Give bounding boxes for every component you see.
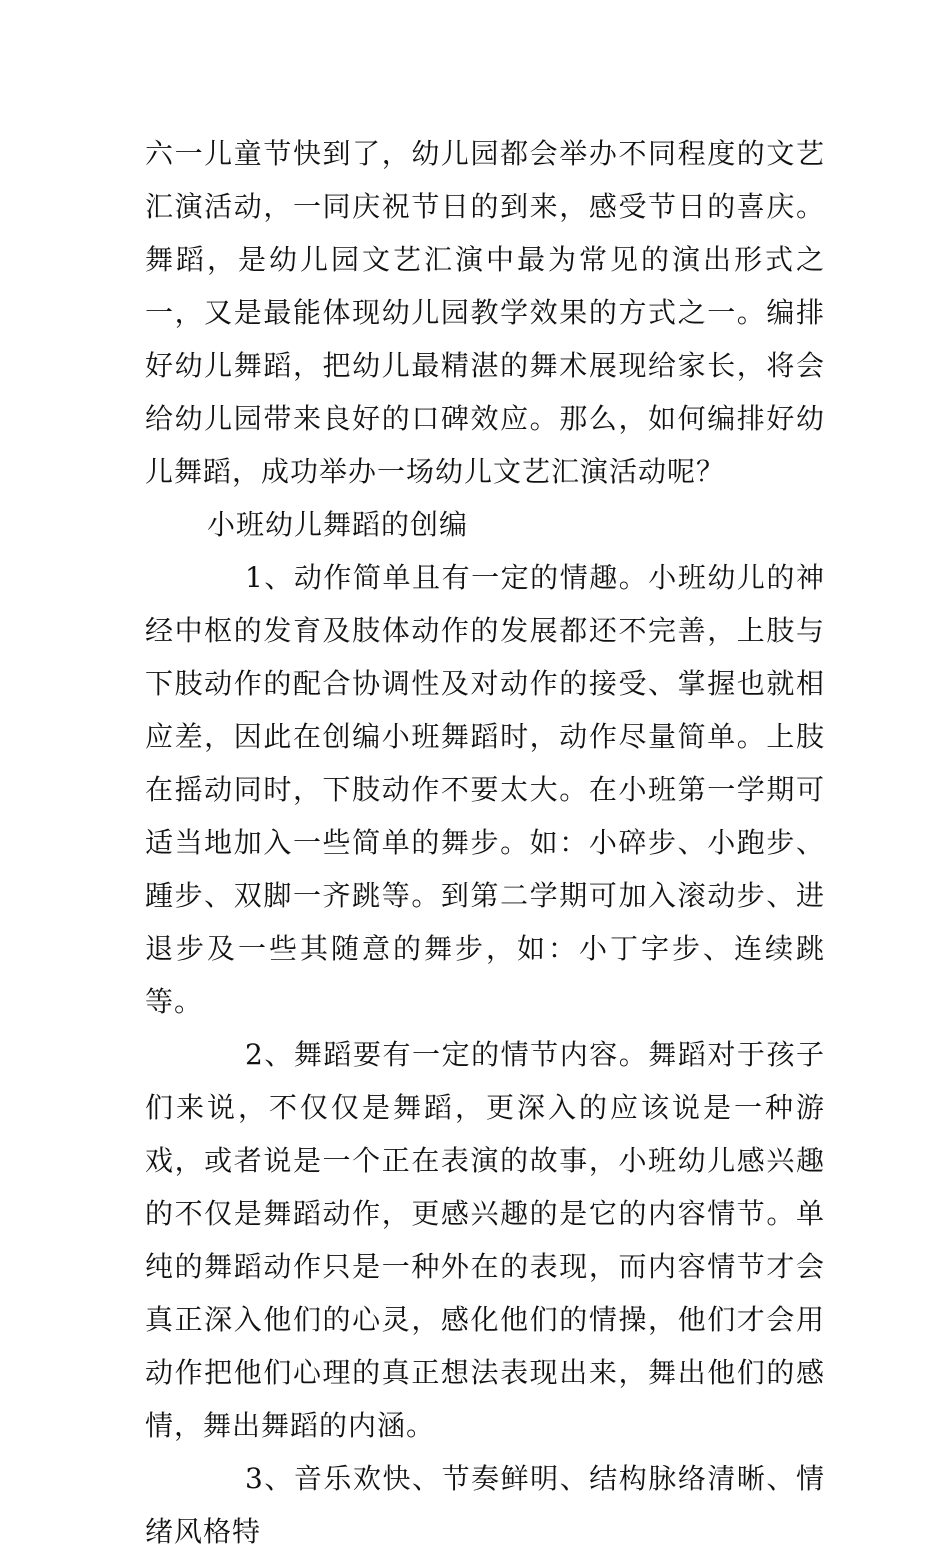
point-3-paragraph: 3、音乐欢快、节奏鲜明、结构脉络清晰、情绪风格特 xyxy=(145,1462,825,1548)
section-heading: 小班幼儿舞蹈的创编 xyxy=(207,508,469,541)
point-2-paragraph: 2、舞蹈要有一定的情节内容。舞蹈对于孩子们来说，不仅仅是舞蹈，更深入的应该说是一种游戏，或者说是一个正在表演的故事，小班幼儿感兴趣的不仅是舞蹈动作，更感兴趣的是它的内容情节。单纯的舞蹈动作只是一种外在的表现，而内容情节才会真正深入他们的心灵，感化他们的情操，他们才会用动作把他们心理的真正想法表现出来，舞出他们的感情，舞出舞蹈的内涵。 xyxy=(145,1038,825,1442)
document-body xyxy=(145,127,825,1558)
point-1-paragraph: 1、动作简单且有一定的情趣。小班幼儿的神经中枢的发育及肢体动作的发展都还不完善，上肢与下肢动作的配合协调性及对动作的接受、掌握也就相应差，因此在创编小班舞蹈时，动作尽量简单。上肢在摇动同时，下肢动作不要太大。在小班第一学期可适当地加入一些简单的舞步。如：小碎步、小跑步、踵步、双脚一齐跳等。到第二学期可加入滚动步、进退步及一些其随意的舞步，如：小丁字步、连续跳等。 xyxy=(145,561,825,1018)
intro-paragraph: 六一儿童节快到了，幼儿园都会举办不同程度的文艺汇演活动，一同庆祝节日的到来，感受节日的喜庆。舞蹈，是幼儿园文艺汇演中最为常见的演出形式之一，又是最能体现幼儿园教学效果的方式之一。编排好幼儿舞蹈，把幼儿最精湛的舞术展现给家长，将会给幼儿园带来良好的口碑效应。那么，如何编排好幼儿舞蹈，成功举办一场幼儿文艺汇演活动呢？ xyxy=(145,137,825,488)
